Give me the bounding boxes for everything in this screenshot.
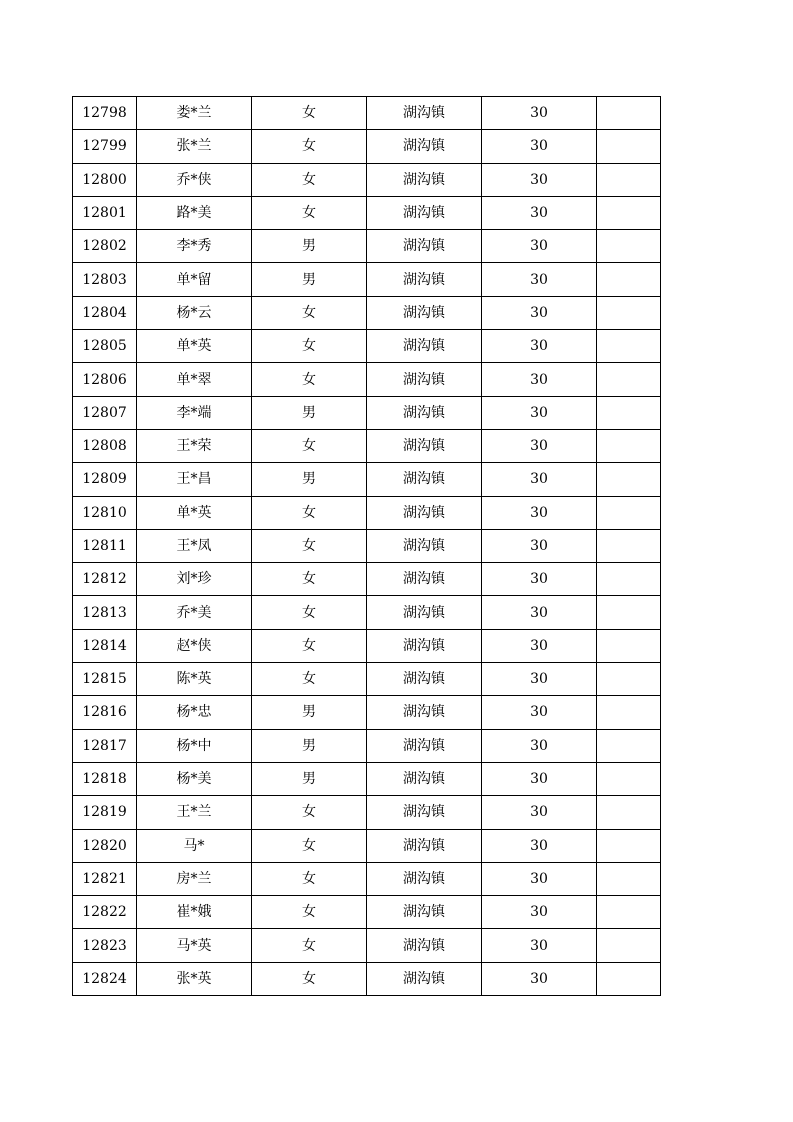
table-row [73, 862, 661, 895]
amount-cell: 30 [482, 463, 597, 496]
name-cell: 崔*娥 [137, 896, 252, 929]
name-cell: 王*昌 [137, 463, 252, 496]
amount-cell: 30 [482, 230, 597, 263]
table-row [73, 130, 661, 163]
town-cell: 湖沟镇 [367, 962, 482, 995]
town-cell: 湖沟镇 [367, 396, 482, 429]
table-row [73, 529, 661, 562]
table-row [73, 296, 661, 329]
id-cell: 12801 [73, 196, 137, 229]
gender-cell: 女 [252, 563, 367, 596]
amount-cell: 30 [482, 396, 597, 429]
name-cell: 马*英 [137, 929, 252, 962]
town-cell: 湖沟镇 [367, 496, 482, 529]
amount-cell: 30 [482, 629, 597, 662]
id-cell: 12821 [73, 862, 137, 895]
amount-cell: 30 [482, 862, 597, 895]
town-cell: 湖沟镇 [367, 596, 482, 629]
id-cell: 12815 [73, 663, 137, 696]
note-cell [597, 729, 661, 762]
town-cell: 湖沟镇 [367, 529, 482, 562]
town-cell: 湖沟镇 [367, 629, 482, 662]
note-cell [597, 663, 661, 696]
table-row [73, 796, 661, 829]
note-cell [597, 596, 661, 629]
note-cell [597, 629, 661, 662]
id-cell: 12818 [73, 762, 137, 795]
id-cell: 12817 [73, 729, 137, 762]
note-cell [597, 762, 661, 795]
town-cell: 湖沟镇 [367, 429, 482, 462]
name-cell: 单*英 [137, 496, 252, 529]
gender-cell: 女 [252, 629, 367, 662]
amount-cell: 30 [482, 196, 597, 229]
amount-cell: 30 [482, 829, 597, 862]
id-cell: 12819 [73, 796, 137, 829]
id-cell: 12807 [73, 396, 137, 429]
table-row [73, 962, 661, 995]
amount-cell: 30 [482, 163, 597, 196]
amount-cell: 30 [482, 929, 597, 962]
id-cell: 12816 [73, 696, 137, 729]
town-cell: 湖沟镇 [367, 230, 482, 263]
note-cell [597, 97, 661, 130]
table-row [73, 696, 661, 729]
table-row [73, 629, 661, 662]
table-row [73, 196, 661, 229]
town-cell: 湖沟镇 [367, 929, 482, 962]
note-cell [597, 862, 661, 895]
name-cell: 单*英 [137, 330, 252, 363]
id-cell: 12798 [73, 97, 137, 130]
id-cell: 12806 [73, 363, 137, 396]
name-cell: 张*英 [137, 962, 252, 995]
name-cell: 路*美 [137, 196, 252, 229]
gender-cell: 男 [252, 762, 367, 795]
amount-cell: 30 [482, 330, 597, 363]
amount-cell: 30 [482, 762, 597, 795]
town-cell: 湖沟镇 [367, 729, 482, 762]
town-cell: 湖沟镇 [367, 796, 482, 829]
id-cell: 12811 [73, 529, 137, 562]
table-row [73, 663, 661, 696]
amount-cell: 30 [482, 663, 597, 696]
table-row [73, 896, 661, 929]
note-cell [597, 296, 661, 329]
id-cell: 12813 [73, 596, 137, 629]
table-row [73, 929, 661, 962]
name-cell: 杨*云 [137, 296, 252, 329]
note-cell [597, 130, 661, 163]
name-cell: 李*端 [137, 396, 252, 429]
table-row [73, 330, 661, 363]
note-cell [597, 796, 661, 829]
note-cell [597, 896, 661, 929]
id-cell: 12814 [73, 629, 137, 662]
gender-cell: 男 [252, 463, 367, 496]
id-cell: 12804 [73, 296, 137, 329]
note-cell [597, 396, 661, 429]
table-row [73, 729, 661, 762]
gender-cell: 男 [252, 696, 367, 729]
name-cell: 张*兰 [137, 130, 252, 163]
amount-cell: 30 [482, 729, 597, 762]
gender-cell: 女 [252, 296, 367, 329]
table-row [73, 163, 661, 196]
name-cell: 王*荣 [137, 429, 252, 462]
gender-cell: 女 [252, 429, 367, 462]
town-cell: 湖沟镇 [367, 296, 482, 329]
note-cell [597, 496, 661, 529]
table-row [73, 563, 661, 596]
gender-cell: 女 [252, 363, 367, 396]
roster-table [72, 96, 661, 996]
name-cell: 乔*侠 [137, 163, 252, 196]
name-cell: 王*凤 [137, 529, 252, 562]
town-cell: 湖沟镇 [367, 762, 482, 795]
table-row [73, 762, 661, 795]
roster-table-body [73, 97, 661, 996]
gender-cell: 女 [252, 529, 367, 562]
id-cell: 12810 [73, 496, 137, 529]
town-cell: 湖沟镇 [367, 663, 482, 696]
gender-cell: 女 [252, 596, 367, 629]
table-row [73, 596, 661, 629]
name-cell: 李*秀 [137, 230, 252, 263]
name-cell: 马* [137, 829, 252, 862]
table-row [73, 396, 661, 429]
name-cell: 王*兰 [137, 796, 252, 829]
name-cell: 房*兰 [137, 862, 252, 895]
note-cell [597, 929, 661, 962]
amount-cell: 30 [482, 496, 597, 529]
name-cell: 赵*侠 [137, 629, 252, 662]
amount-cell: 30 [482, 796, 597, 829]
amount-cell: 30 [482, 962, 597, 995]
amount-cell: 30 [482, 97, 597, 130]
note-cell [597, 363, 661, 396]
note-cell [597, 529, 661, 562]
id-cell: 12820 [73, 829, 137, 862]
town-cell: 湖沟镇 [367, 196, 482, 229]
gender-cell: 女 [252, 196, 367, 229]
id-cell: 12802 [73, 230, 137, 263]
amount-cell: 30 [482, 563, 597, 596]
table-row [73, 829, 661, 862]
town-cell: 湖沟镇 [367, 463, 482, 496]
table-row [73, 97, 661, 130]
gender-cell: 男 [252, 263, 367, 296]
note-cell [597, 563, 661, 596]
id-cell: 12822 [73, 896, 137, 929]
amount-cell: 30 [482, 296, 597, 329]
note-cell [597, 696, 661, 729]
gender-cell: 女 [252, 796, 367, 829]
town-cell: 湖沟镇 [367, 97, 482, 130]
note-cell [597, 829, 661, 862]
id-cell: 12809 [73, 463, 137, 496]
name-cell: 杨*忠 [137, 696, 252, 729]
gender-cell: 女 [252, 330, 367, 363]
gender-cell: 女 [252, 163, 367, 196]
id-cell: 12803 [73, 263, 137, 296]
amount-cell: 30 [482, 596, 597, 629]
amount-cell: 30 [482, 696, 597, 729]
gender-cell: 男 [252, 729, 367, 762]
amount-cell: 30 [482, 263, 597, 296]
name-cell: 陈*英 [137, 663, 252, 696]
id-cell: 12800 [73, 163, 137, 196]
table-row [73, 463, 661, 496]
gender-cell: 女 [252, 862, 367, 895]
table-row [73, 263, 661, 296]
name-cell: 刘*珍 [137, 563, 252, 596]
name-cell: 杨*美 [137, 762, 252, 795]
gender-cell: 女 [252, 130, 367, 163]
gender-cell: 女 [252, 496, 367, 529]
name-cell: 单*翠 [137, 363, 252, 396]
amount-cell: 30 [482, 529, 597, 562]
table-row [73, 429, 661, 462]
id-cell: 12808 [73, 429, 137, 462]
name-cell: 杨*中 [137, 729, 252, 762]
town-cell: 湖沟镇 [367, 563, 482, 596]
amount-cell: 30 [482, 363, 597, 396]
id-cell: 12805 [73, 330, 137, 363]
town-cell: 湖沟镇 [367, 330, 482, 363]
town-cell: 湖沟镇 [367, 896, 482, 929]
note-cell [597, 463, 661, 496]
town-cell: 湖沟镇 [367, 363, 482, 396]
note-cell [597, 429, 661, 462]
name-cell: 娄*兰 [137, 97, 252, 130]
note-cell [597, 196, 661, 229]
gender-cell: 女 [252, 829, 367, 862]
town-cell: 湖沟镇 [367, 130, 482, 163]
town-cell: 湖沟镇 [367, 696, 482, 729]
note-cell [597, 263, 661, 296]
table-row [73, 363, 661, 396]
gender-cell: 男 [252, 396, 367, 429]
amount-cell: 30 [482, 896, 597, 929]
amount-cell: 30 [482, 130, 597, 163]
name-cell: 乔*美 [137, 596, 252, 629]
town-cell: 湖沟镇 [367, 829, 482, 862]
gender-cell: 女 [252, 663, 367, 696]
gender-cell: 女 [252, 896, 367, 929]
id-cell: 12812 [73, 563, 137, 596]
amount-cell: 30 [482, 429, 597, 462]
id-cell: 12823 [73, 929, 137, 962]
town-cell: 湖沟镇 [367, 163, 482, 196]
note-cell [597, 330, 661, 363]
gender-cell: 女 [252, 962, 367, 995]
name-cell: 单*留 [137, 263, 252, 296]
note-cell [597, 962, 661, 995]
town-cell: 湖沟镇 [367, 263, 482, 296]
gender-cell: 女 [252, 97, 367, 130]
town-cell: 湖沟镇 [367, 862, 482, 895]
gender-cell: 女 [252, 929, 367, 962]
gender-cell: 男 [252, 230, 367, 263]
table-row [73, 230, 661, 263]
note-cell [597, 230, 661, 263]
note-cell [597, 163, 661, 196]
id-cell: 12824 [73, 962, 137, 995]
table-row [73, 496, 661, 529]
id-cell: 12799 [73, 130, 137, 163]
